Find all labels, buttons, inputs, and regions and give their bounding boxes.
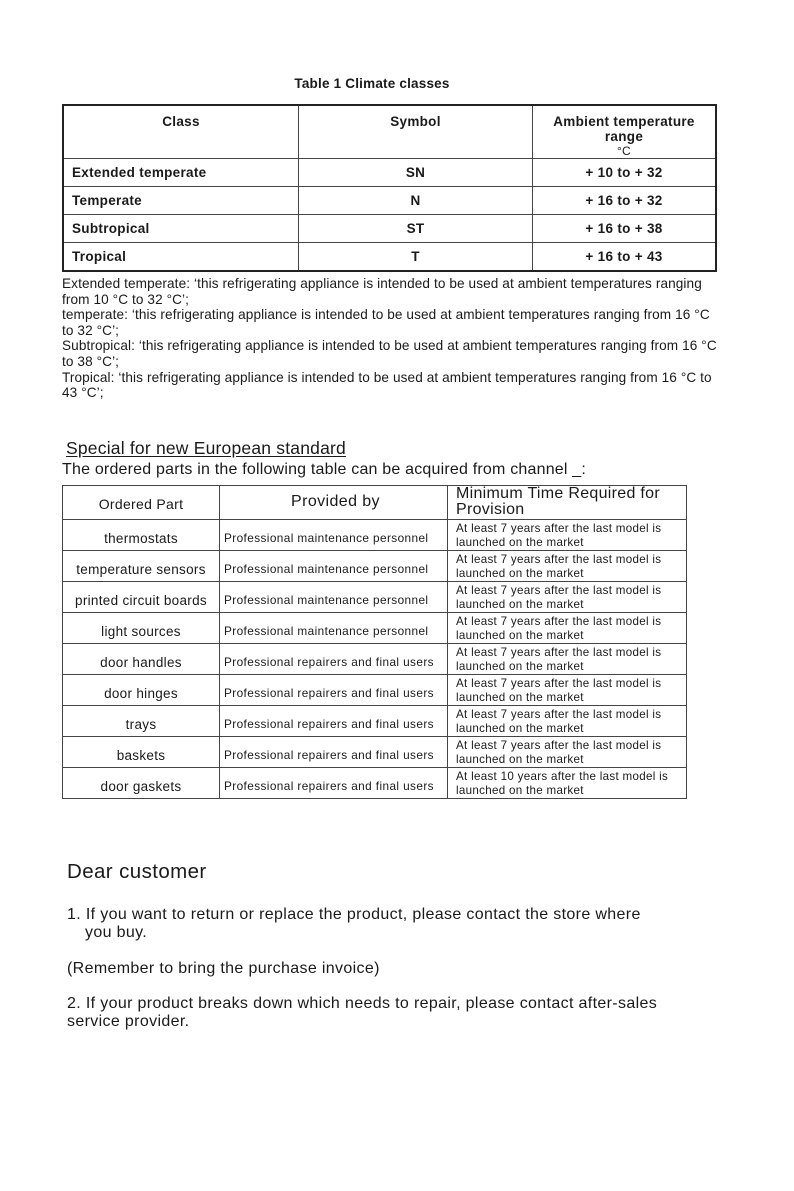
table-row [63, 187, 716, 215]
table-header-row [63, 486, 687, 520]
european-standard-title: Special for new European standard [66, 438, 346, 458]
european-standard-intro: The ordered parts in the following table can be acquired from channel _: [62, 461, 587, 478]
time-cell: At least 7 years after the last model is launched on the market [448, 706, 687, 737]
provider-cell: Professional maintenance personnel [220, 613, 448, 644]
table-row [63, 613, 687, 644]
part-cell: trays [63, 706, 220, 737]
part-cell: door gaskets [63, 768, 220, 799]
table-row [63, 215, 716, 243]
part-cell: printed circuit boards [63, 582, 220, 613]
climate-description: Extended temperate: ‘this refrigerating appliance is intended to be used at ambient temperatures ranging from 10 °C to 32 °C’; [62, 276, 702, 307]
provider-cell: Professional maintenance personnel [220, 520, 448, 551]
provider-cell: Professional repairers and final users [220, 706, 448, 737]
provider-cell: Professional maintenance personnel [220, 582, 448, 613]
symbol-cell: SN [299, 159, 533, 187]
table-row [63, 582, 687, 613]
provider-cell: Professional repairers and final users [220, 737, 448, 768]
ordered-parts-table [62, 485, 687, 799]
provider-cell: Professional repairers and final users [220, 768, 448, 799]
time-cell: At least 7 years after the last model is launched on the market [448, 737, 687, 768]
part-cell: light sources [63, 613, 220, 644]
invoice-reminder-note: (Remember to bring the purchase invoice) [67, 960, 380, 977]
provider-cell: Professional repairers and final users [220, 675, 448, 706]
time-cell: At least 7 years after the last model is launched on the market [448, 613, 687, 644]
table-row [63, 644, 687, 675]
table-row [63, 159, 716, 187]
part-cell: temperature sensors [63, 551, 220, 582]
table-1-caption: Table 1 Climate classes [294, 76, 450, 91]
range-cell: + 16 to + 32 [533, 187, 717, 215]
column-header-minimum-time: Minimum Time Required for Provision [448, 486, 687, 520]
table-row [63, 551, 687, 582]
column-header-ordered-part: Ordered Part [63, 486, 220, 520]
range-cell: + 16 to + 38 [533, 215, 717, 243]
class-cell: Tropical [63, 243, 299, 272]
note-line: you buy. [85, 924, 148, 941]
climate-description: temperate: ‘this refrigerating appliance is intended to be used at ambient temperatures ranging from 16 °C to 32 °C’; [62, 307, 710, 338]
provider-cell: Professional repairers and final users [220, 644, 448, 675]
range-header-label: Ambient temperature range [553, 114, 695, 144]
part-cell: door handles [63, 644, 220, 675]
time-cell: At least 10 years after the last model is launched on the market [448, 768, 687, 799]
climate-description: Subtropical: ‘this refrigerating appliance is intended to be used at ambient temperatures ranging from 16 °C to 38 °C’; [62, 338, 717, 369]
column-header-class: Class [63, 105, 299, 159]
return-replace-note [67, 906, 707, 942]
range-cell: + 16 to + 43 [533, 243, 717, 272]
range-header-unit: °C [616, 144, 632, 158]
time-cell: At least 7 years after the last model is launched on the market [448, 551, 687, 582]
class-cell: Temperate [63, 187, 299, 215]
table-row [63, 243, 716, 272]
note-line: 1. If you want to return or replace the product, please contact the store where [67, 906, 641, 923]
column-header-range [533, 105, 717, 159]
column-header-symbol: Symbol [299, 105, 533, 159]
time-cell: At least 7 years after the last model is launched on the market [448, 582, 687, 613]
part-cell: baskets [63, 737, 220, 768]
class-cell: Extended temperate [63, 159, 299, 187]
time-cell: At least 7 years after the last model is launched on the market [448, 644, 687, 675]
class-cell: Subtropical [63, 215, 299, 243]
table-row [63, 520, 687, 551]
table-row [63, 675, 687, 706]
range-cell: + 10 to + 32 [533, 159, 717, 187]
time-cell: At least 7 years after the last model is launched on the market [448, 520, 687, 551]
symbol-cell: T [299, 243, 533, 272]
part-cell: thermostats [63, 520, 220, 551]
dear-customer-heading: Dear customer [67, 860, 207, 883]
table-row [63, 706, 687, 737]
climate-class-descriptions [62, 276, 722, 401]
symbol-cell: ST [299, 215, 533, 243]
provider-cell: Professional maintenance personnel [220, 551, 448, 582]
part-cell: door hinges [63, 675, 220, 706]
table-row [63, 737, 687, 768]
symbol-cell: N [299, 187, 533, 215]
climate-description: Tropical: ‘this refrigerating appliance is intended to be used at ambient temperatures ranging from 16 °C to 43 °C’; [62, 369, 712, 401]
table-row [63, 768, 687, 799]
table-header-row [63, 105, 716, 159]
column-header-provided-by: Provided by [220, 486, 448, 520]
time-cell: At least 7 years after the last model is launched on the market [448, 675, 687, 706]
after-sales-note: 2. If your product breaks down which needs to repair, please contact after-sales service provider. [67, 995, 658, 1030]
climate-classes-table [62, 104, 717, 272]
